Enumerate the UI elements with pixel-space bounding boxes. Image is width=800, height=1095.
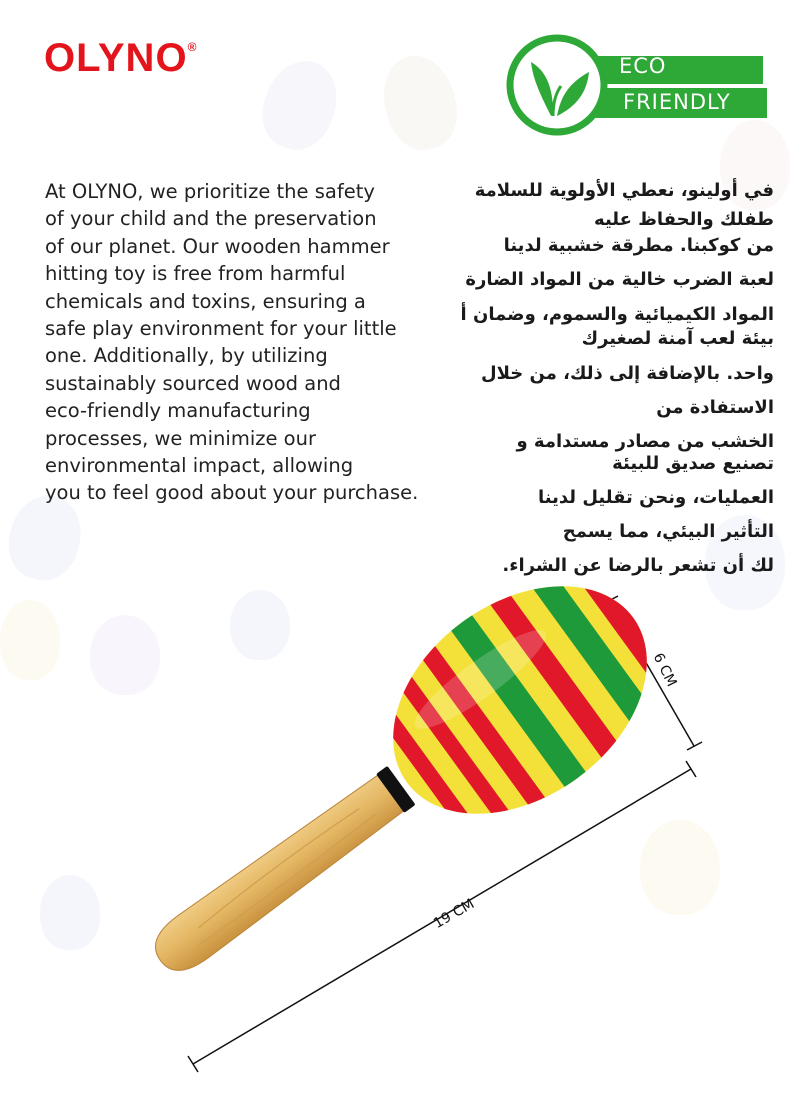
eco-badge-line2: FRIENDLY <box>623 90 731 114</box>
description-en-line: sustainably sourced wood and <box>45 371 341 395</box>
description-en-line: eco-friendly manufacturing <box>45 399 311 423</box>
brand-name: OLYNO <box>44 36 188 80</box>
description-ar-line: تصنيع صديق للبيئة <box>612 453 774 474</box>
maraca-head <box>334 580 706 877</box>
description-arabic <box>444 178 774 577</box>
maraca-illustration <box>0 580 800 1091</box>
description-english <box>45 178 440 507</box>
description-ar-line: العمليات، ونحن تقليل لدينا <box>538 487 774 508</box>
eco-friendly-badge <box>505 30 770 140</box>
description-ar-line: بيئة لعب آمنة لصغيرك <box>581 328 774 349</box>
background-shape <box>374 48 466 158</box>
description-ar-line: التأثير البيئي، مما يسمح <box>562 521 774 542</box>
description-en-line: one. Additionally, by utilizing <box>45 344 328 368</box>
length-dimension-label: 19 CM <box>430 896 478 932</box>
description-ar-line: الخشب من مصادر مستدامة و <box>516 431 774 452</box>
description-ar-line: من كوكبنا. مطرقة خشبية لدينا <box>503 235 774 256</box>
description-ar-line: لعبة الضرب خالية من المواد الضارة <box>465 269 774 290</box>
description-en-line: processes, we minimize our <box>45 426 316 450</box>
description-ar-line: طفلك والحفاظ عليه <box>594 209 774 230</box>
description-en-line: hitting toy is free from harmful <box>45 262 346 286</box>
eco-badge-line1: ECO <box>619 54 667 78</box>
description-ar-line: الاستفادة من <box>656 397 774 418</box>
maraca-handle <box>145 764 417 981</box>
description-ar-line: لك أن تشعر بالرضا عن الشراء. <box>502 555 774 576</box>
background-shape <box>252 51 349 160</box>
description-en-line: environmental impact, allowing <box>45 454 354 478</box>
description-en-line: you to feel good about your purchase. <box>45 481 419 505</box>
registered-mark: ® <box>187 40 198 54</box>
description-en-line: of our planet. Our wooden hammer <box>45 234 390 258</box>
description-ar-line: المواد الكيميائية والسموم، وضمان أ <box>460 304 774 325</box>
description-ar-line: واحد. بالإضافة إلى ذلك، من خلال <box>480 363 774 384</box>
eco-badge-graphic <box>505 30 770 140</box>
description-en-line: chemicals and toxins, ensuring a <box>45 289 366 313</box>
description-ar-line: في أولينو، نعطي الأولوية للسلامة <box>474 180 774 201</box>
description-en-line: safe play environment for your little <box>45 317 397 341</box>
description-en-line: At OLYNO, we prioritize the safety <box>45 180 375 203</box>
product-image <box>0 580 800 1091</box>
description-en-line: of your child and the preservation <box>45 207 377 231</box>
width-dimension-label: 6 CM <box>649 650 680 690</box>
brand-logo <box>44 36 197 81</box>
